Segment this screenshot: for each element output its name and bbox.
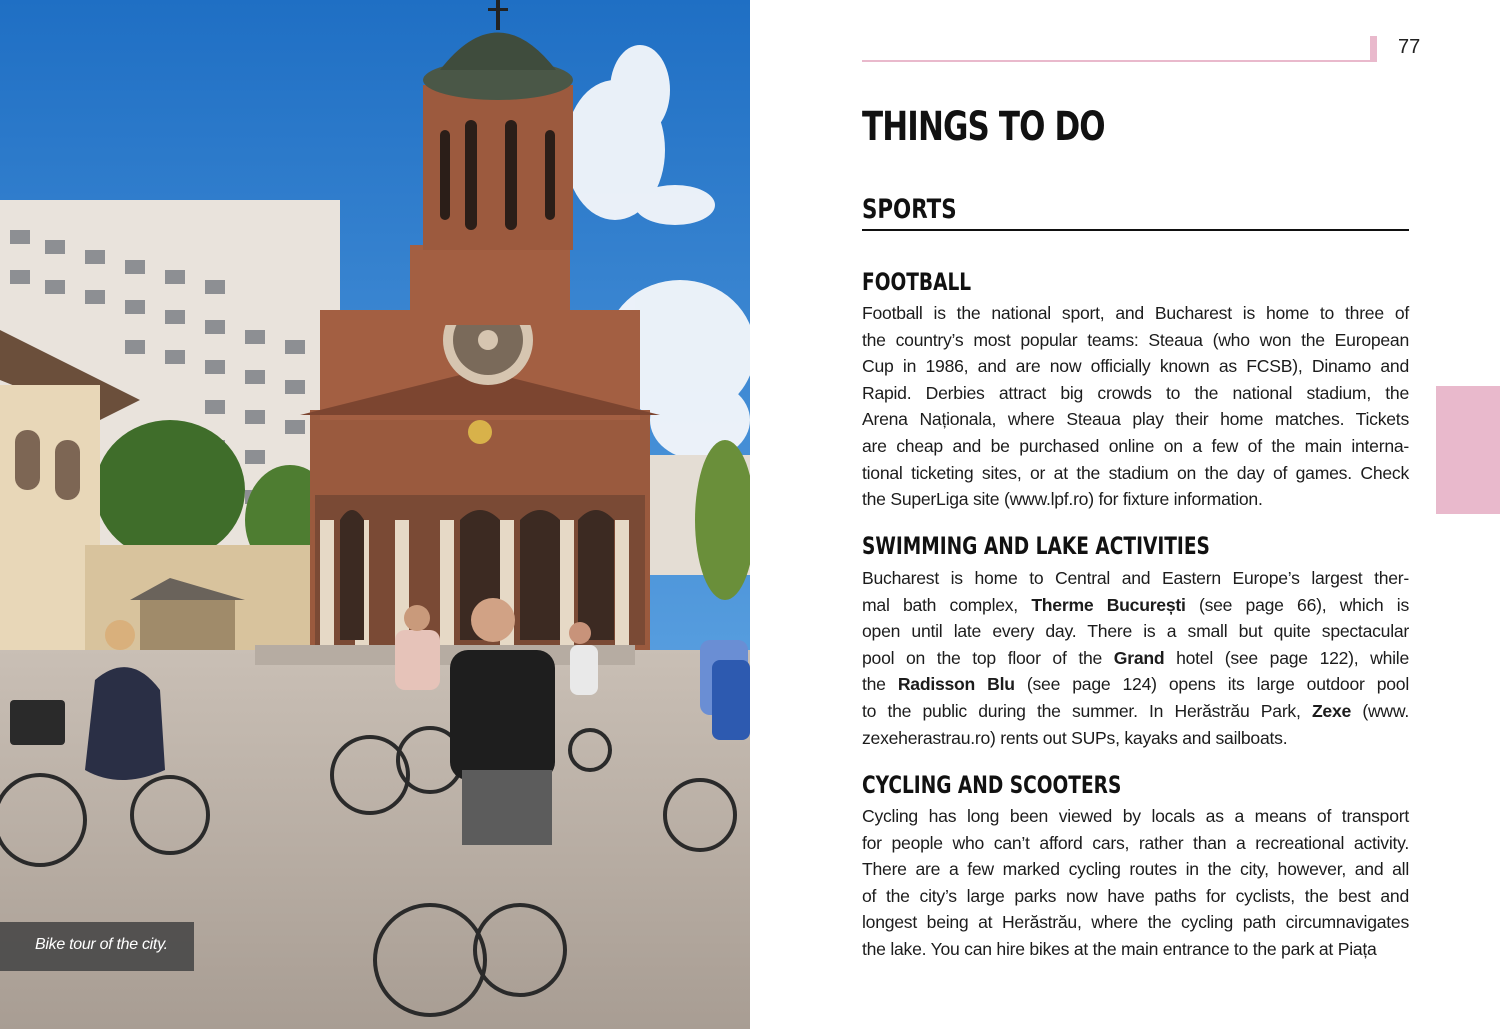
paragraph-line: Football is the national sport, and Bucharest is home to three of bbox=[862, 303, 1409, 323]
paragraph-line: are cheap and be purchased online on a few of the main interna- bbox=[862, 435, 1409, 456]
paragraph-line: Cup in 1986, and are now officially known as FCSB), Dinamo and bbox=[862, 356, 1409, 377]
paragraph-line: the country’s most popular teams: Steaua (who won the European bbox=[862, 329, 1409, 350]
paragraph-football bbox=[862, 300, 1409, 513]
photo-caption-box bbox=[0, 922, 194, 971]
paragraph-line: pool on the top floor of the Grand hotel (see page 122), while bbox=[862, 647, 1409, 668]
bold-venue-name: Therme București bbox=[1031, 594, 1186, 615]
bold-venue-name: Grand bbox=[1113, 647, 1165, 668]
paragraph-line: There are a few marked cycling routes in the city, however, and all bbox=[862, 859, 1409, 880]
paragraph-line: zexeherastrau.ro) rents out SUPs, kayaks and sailboats. bbox=[862, 727, 1288, 748]
section-heading: SPORTS bbox=[862, 194, 957, 225]
paragraph-line: of the city’s large parks now have paths for cyclists, the best and bbox=[862, 885, 1409, 906]
bold-venue-name: Radisson Blu bbox=[897, 674, 1015, 695]
paragraph-line: for people who can’t afford cars, rather than a recreational activity. bbox=[862, 832, 1409, 853]
paragraph-line: open until late every day. There is a small but quite spectacular bbox=[862, 621, 1409, 642]
paragraph-line: the Radisson Blu (see page 124) opens its large outdoor pool bbox=[862, 674, 1409, 695]
page-number: 77 bbox=[1398, 36, 1421, 58]
page-title: THINGS TO DO bbox=[862, 104, 1105, 150]
subheading-cycling: CYCLING AND SCOOTERS bbox=[862, 771, 1122, 799]
subheading-football: FOOTBALL bbox=[862, 268, 972, 296]
paragraph-line: to the public during the summer. In Herăstrău Park, Zexe (www. bbox=[862, 700, 1409, 721]
paragraph-line: Cycling has long been viewed by locals as a means of transport bbox=[862, 806, 1409, 826]
header-rule bbox=[862, 60, 1377, 62]
chapter-side-tab bbox=[1436, 386, 1500, 514]
paragraph-line: Arena Naționala, where Steaua play their home matches. Tickets bbox=[862, 409, 1409, 430]
paragraph-line: longest being at Herăstrău, where the cycling path circumnavigates bbox=[862, 912, 1409, 933]
paragraph-line: the lake. You can hire bikes at the main entrance to the park at Piața bbox=[862, 938, 1377, 959]
paragraph-line: the SuperLiga site (www.lpf.ro) for fixture information. bbox=[862, 489, 1263, 510]
paragraph-line: Rapid. Derbies attract big crowds to the national stadium, the bbox=[862, 382, 1409, 403]
paragraph-line: mal bath complex, Therme București (see page 66), which is bbox=[862, 594, 1410, 615]
page-marker bbox=[1370, 36, 1377, 62]
paragraph-line: tional ticketing sites, or at the stadium on the day of games. Check bbox=[862, 462, 1409, 483]
bold-venue-name: Zexe bbox=[1311, 700, 1352, 721]
paragraph-line: Bucharest is home to Central and Eastern Europe’s largest ther- bbox=[862, 568, 1409, 588]
subheading-swimming: SWIMMING AND LAKE ACTIVITIES bbox=[862, 532, 1210, 560]
paragraph-swimming bbox=[862, 565, 1409, 751]
section-rule bbox=[862, 229, 1409, 231]
photo-caption: Bike tour of the city. bbox=[35, 936, 168, 953]
paragraph-cycling bbox=[862, 803, 1409, 963]
